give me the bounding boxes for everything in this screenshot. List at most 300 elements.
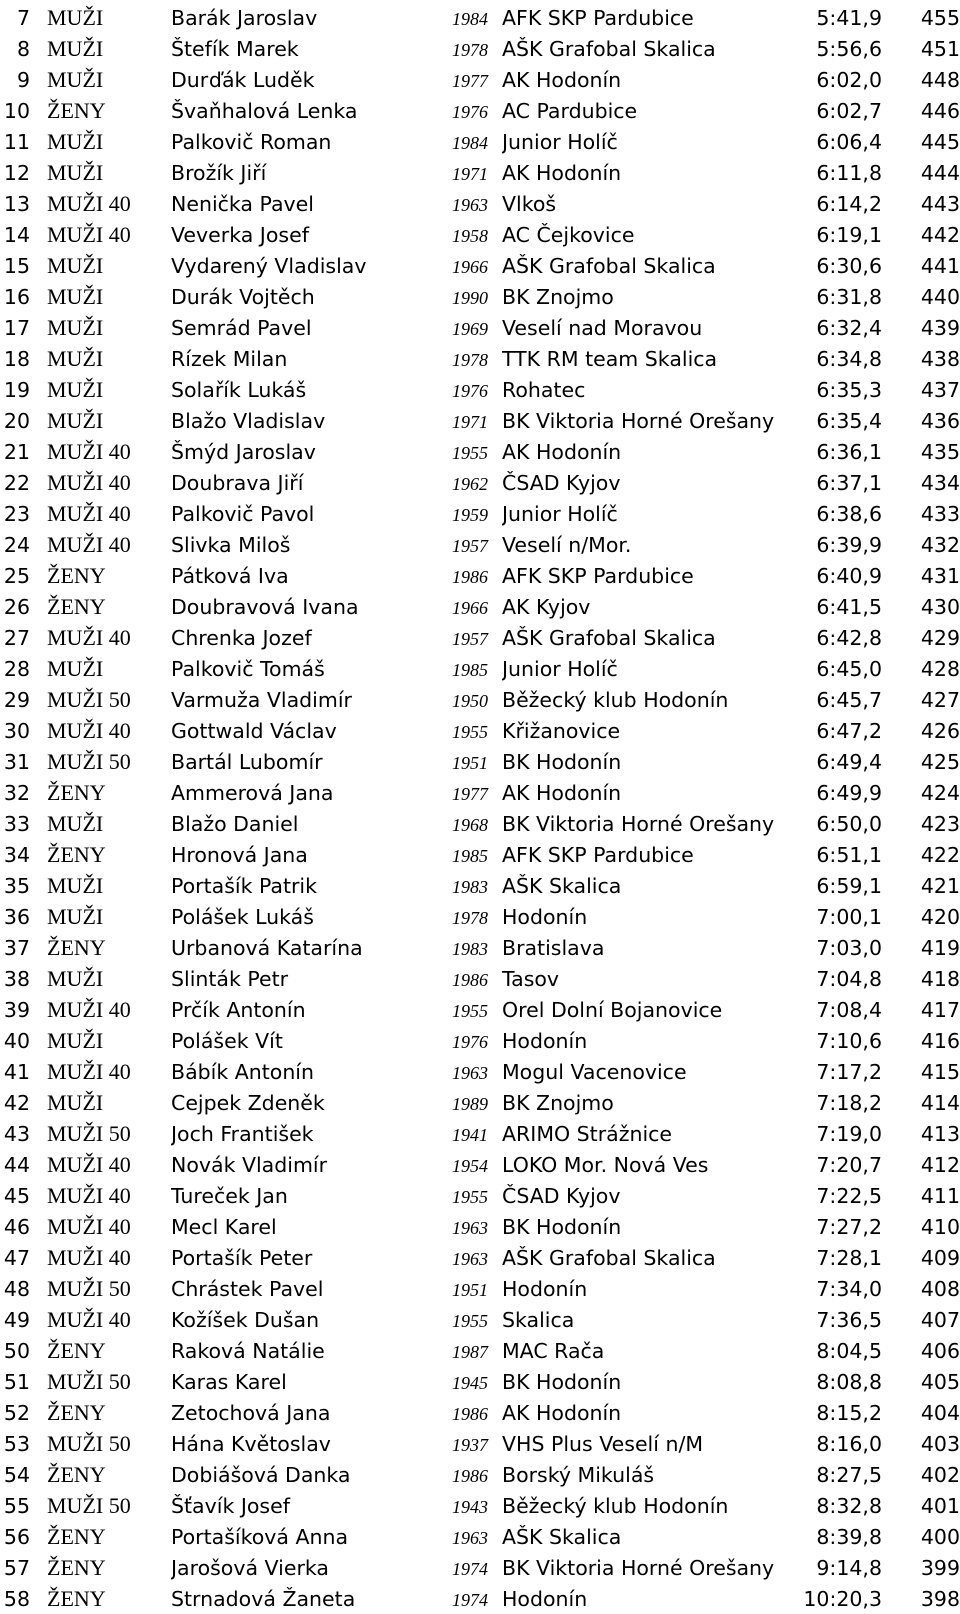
points-cell: 411 (920, 1183, 960, 1208)
category-cell: MUŽI 40 (47, 469, 131, 495)
category-cell: MUŽI (47, 314, 104, 340)
time-cell: 6:50,0 (816, 811, 882, 836)
points-cell: 414 (920, 1090, 960, 1115)
points-cell: 412 (920, 1152, 960, 1177)
club-cell: ČSAD Kyjov (502, 1183, 621, 1208)
birth-year-cell: 1963 (452, 1528, 488, 1548)
rank-cell: 29 (3, 687, 30, 712)
table-row (0, 312, 960, 343)
name-cell: Semrád Pavel (171, 315, 312, 340)
birth-year-cell: 1987 (452, 1342, 488, 1362)
category-cell: MUŽI (47, 872, 104, 898)
time-cell: 6:38,6 (816, 501, 882, 526)
category-cell: MUŽI 50 (47, 1430, 131, 1456)
time-cell: 6:41,5 (816, 594, 882, 619)
time-cell: 6:45,7 (816, 687, 882, 712)
club-cell: Bratislava (502, 935, 605, 960)
table-row (0, 1211, 960, 1242)
time-cell: 6:14,2 (816, 191, 882, 216)
rank-cell: 36 (3, 904, 30, 929)
name-cell: Cejpek Zdeněk (171, 1090, 325, 1115)
birth-year-cell: 1977 (452, 71, 488, 91)
category-cell: MUŽI 40 (47, 221, 131, 247)
name-cell: Novák Vladimír (171, 1152, 328, 1177)
rank-cell: 49 (3, 1307, 30, 1332)
rank-cell: 11 (3, 129, 30, 154)
name-cell: Šmýd Jaroslav (171, 439, 316, 464)
category-cell: MUŽI 50 (47, 1492, 131, 1518)
birth-year-cell: 1955 (452, 1001, 488, 1021)
points-cell: 407 (920, 1307, 960, 1332)
time-cell: 6:51,1 (816, 842, 882, 867)
table-row (0, 1583, 960, 1614)
category-cell: MUŽI (47, 4, 104, 30)
name-cell: Strnadová Žaneta (171, 1586, 356, 1611)
points-cell: 408 (920, 1276, 960, 1301)
birth-year-cell: 1986 (452, 567, 488, 587)
table-row (0, 95, 960, 126)
birth-year-cell: 1984 (452, 9, 488, 29)
birth-year-cell: 1976 (452, 381, 488, 401)
table-row (0, 1552, 960, 1583)
club-cell: AK Hodonín (502, 780, 622, 805)
results-table (0, 2, 960, 1614)
birth-year-cell: 1959 (452, 505, 488, 525)
rank-cell: 41 (3, 1059, 30, 1084)
table-row (0, 498, 960, 529)
table-row (0, 994, 960, 1025)
birth-year-cell: 1950 (452, 691, 488, 711)
name-cell: Palkovič Tomáš (171, 656, 325, 681)
table-row (0, 622, 960, 653)
category-cell: ŽENY (47, 1523, 106, 1549)
category-cell: MUŽI 40 (47, 717, 131, 743)
name-cell: Mecl Karel (171, 1214, 277, 1239)
table-row (0, 374, 960, 405)
points-cell: 409 (920, 1245, 960, 1270)
name-cell: Palkovič Roman (171, 129, 332, 154)
club-cell: Běžecký klub Hodonín (502, 1493, 729, 1518)
table-row (0, 1428, 960, 1459)
table-row (0, 1273, 960, 1304)
time-cell: 6:59,1 (816, 873, 882, 898)
table-row (0, 963, 960, 994)
category-cell: MUŽI 50 (47, 748, 131, 774)
rank-cell: 20 (3, 408, 30, 433)
table-row (0, 1459, 960, 1490)
name-cell: Solařík Lukáš (171, 377, 307, 402)
category-cell: MUŽI (47, 128, 104, 154)
club-cell: Veselí nad Moravou (502, 315, 703, 340)
rank-cell: 23 (3, 501, 30, 526)
name-cell: Polášek Lukáš (171, 904, 314, 929)
table-row (0, 467, 960, 498)
rank-cell: 9 (16, 67, 30, 92)
birth-year-cell: 1986 (452, 1404, 488, 1424)
category-cell: MUŽI 40 (47, 438, 131, 464)
rank-cell: 42 (3, 1090, 30, 1115)
points-cell: 434 (920, 470, 960, 495)
name-cell: Šťavík Josef (171, 1493, 290, 1518)
birth-year-cell: 1983 (452, 939, 488, 959)
rank-cell: 57 (3, 1555, 30, 1580)
birth-year-cell: 1984 (452, 133, 488, 153)
points-cell: 426 (920, 718, 960, 743)
name-cell: Bartál Lubomír (171, 749, 323, 774)
category-cell: MUŽI (47, 159, 104, 185)
club-cell: Křižanovice (502, 718, 621, 743)
points-cell: 404 (920, 1400, 960, 1425)
birth-year-cell: 1963 (452, 1249, 488, 1269)
points-cell: 432 (920, 532, 960, 557)
rank-cell: 30 (3, 718, 30, 743)
time-cell: 10:20,3 (803, 1586, 882, 1611)
time-cell: 7:19,0 (816, 1121, 882, 1146)
club-cell: AŠK Grafobal Skalica (502, 36, 716, 61)
category-cell: MUŽI 40 (47, 190, 131, 216)
table-row (0, 1180, 960, 1211)
rank-cell: 51 (3, 1369, 30, 1394)
category-cell: MUŽI 40 (47, 1306, 131, 1332)
name-cell: Joch František (171, 1121, 314, 1146)
points-cell: 419 (920, 935, 960, 960)
points-cell: 399 (920, 1555, 960, 1580)
rank-cell: 37 (3, 935, 30, 960)
time-cell: 6:11,8 (816, 160, 882, 185)
name-cell: Portašík Patrik (171, 873, 318, 898)
name-cell: Doubravová Ivana (171, 594, 359, 619)
rank-cell: 24 (3, 532, 30, 557)
birth-year-cell: 1955 (452, 443, 488, 463)
points-cell: 430 (920, 594, 960, 619)
rank-cell: 17 (3, 315, 30, 340)
birth-year-cell: 1966 (452, 257, 488, 277)
rank-cell: 26 (3, 594, 30, 619)
category-cell: MUŽI (47, 407, 104, 433)
name-cell: Švaňhalová Lenka (171, 98, 358, 123)
table-row (0, 1366, 960, 1397)
rank-cell: 13 (3, 191, 30, 216)
table-row (0, 436, 960, 467)
rank-cell: 34 (3, 842, 30, 867)
category-cell: MUŽI 40 (47, 500, 131, 526)
name-cell: Durák Vojtěch (171, 284, 315, 309)
table-row (0, 1490, 960, 1521)
club-cell: Běžecký klub Hodonín (502, 687, 729, 712)
birth-year-cell: 1989 (452, 1094, 488, 1114)
table-row (0, 219, 960, 250)
time-cell: 6:02,0 (816, 67, 882, 92)
club-cell: Tasov (502, 966, 560, 991)
name-cell: Slivka Miloš (171, 532, 291, 557)
birth-year-cell: 1957 (452, 536, 488, 556)
category-cell: MUŽI (47, 903, 104, 929)
points-cell: 439 (920, 315, 960, 340)
points-cell: 427 (920, 687, 960, 712)
category-cell: MUŽI (47, 283, 104, 309)
category-cell: MUŽI (47, 655, 104, 681)
rank-cell: 47 (3, 1245, 30, 1270)
category-cell: MUŽI 40 (47, 1182, 131, 1208)
rank-cell: 38 (3, 966, 30, 991)
club-cell: Borský Mikuláš (502, 1462, 655, 1487)
points-cell: 417 (920, 997, 960, 1022)
club-cell: Skalica (502, 1307, 575, 1332)
category-cell: MUŽI (47, 66, 104, 92)
name-cell: Chrástek Pavel (171, 1276, 324, 1301)
birth-year-cell: 1962 (452, 474, 488, 494)
rank-cell: 25 (3, 563, 30, 588)
table-row (0, 901, 960, 932)
club-cell: AK Kyjov (502, 594, 591, 619)
rank-cell: 19 (3, 377, 30, 402)
birth-year-cell: 1955 (452, 1187, 488, 1207)
club-cell: Hodonín (502, 1028, 588, 1053)
table-row (0, 188, 960, 219)
category-cell: MUŽI (47, 965, 104, 991)
name-cell: Brožík Jiří (171, 160, 267, 185)
rank-cell: 16 (3, 284, 30, 309)
time-cell: 7:00,1 (816, 904, 882, 929)
table-row (0, 250, 960, 281)
time-cell: 6:36,1 (816, 439, 882, 464)
club-cell: AŠK Grafobal Skalica (502, 1245, 716, 1270)
category-cell: MUŽI 40 (47, 1151, 131, 1177)
category-cell: ŽENY (47, 779, 106, 805)
time-cell: 5:41,9 (816, 5, 882, 30)
points-cell: 400 (920, 1524, 960, 1549)
points-cell: 443 (920, 191, 960, 216)
club-cell: AK Hodonín (502, 439, 622, 464)
birth-year-cell: 1963 (452, 195, 488, 215)
points-cell: 420 (920, 904, 960, 929)
rank-cell: 56 (3, 1524, 30, 1549)
table-row (0, 64, 960, 95)
category-cell: ŽENY (47, 1337, 106, 1363)
table-row (0, 529, 960, 560)
birth-year-cell: 1990 (452, 288, 488, 308)
name-cell: Tureček Jan (171, 1183, 288, 1208)
category-cell: MUŽI 50 (47, 686, 131, 712)
rank-cell: 55 (3, 1493, 30, 1518)
time-cell: 7:22,5 (816, 1183, 882, 1208)
name-cell: Prčík Antonín (171, 997, 306, 1022)
table-row (0, 932, 960, 963)
club-cell: Junior Holíč (502, 129, 618, 154)
birth-year-cell: 1941 (452, 1125, 488, 1145)
points-cell: 444 (920, 160, 960, 185)
name-cell: Raková Natálie (171, 1338, 325, 1363)
category-cell: MUŽI (47, 1027, 104, 1053)
name-cell: Chrenka Jozef (171, 625, 312, 650)
points-cell: 433 (920, 501, 960, 526)
time-cell: 7:20,7 (816, 1152, 882, 1177)
time-cell: 6:02,7 (816, 98, 882, 123)
category-cell: ŽENY (47, 841, 106, 867)
time-cell: 6:40,9 (816, 563, 882, 588)
name-cell: Veverka Josef (171, 222, 309, 247)
club-cell: Rohatec (502, 377, 586, 402)
name-cell: Hronová Jana (171, 842, 308, 867)
time-cell: 6:47,2 (816, 718, 882, 743)
club-cell: BK Viktoria Horné Orešany (502, 408, 775, 433)
category-cell: ŽENY (47, 1399, 106, 1425)
name-cell: Portašík Peter (171, 1245, 313, 1270)
rank-cell: 12 (3, 160, 30, 185)
rank-cell: 14 (3, 222, 30, 247)
rank-cell: 45 (3, 1183, 30, 1208)
time-cell: 6:35,4 (816, 408, 882, 433)
time-cell: 7:17,2 (816, 1059, 882, 1084)
category-cell: MUŽI (47, 376, 104, 402)
time-cell: 8:08,8 (816, 1369, 882, 1394)
rank-cell: 53 (3, 1431, 30, 1456)
name-cell: Barák Jaroslav (171, 5, 318, 30)
birth-year-cell: 1969 (452, 319, 488, 339)
birth-year-cell: 1978 (452, 40, 488, 60)
points-cell: 442 (920, 222, 960, 247)
birth-year-cell: 1985 (452, 846, 488, 866)
club-cell: Hodonín (502, 904, 588, 929)
club-cell: BK Hodonín (502, 1214, 622, 1239)
rank-cell: 54 (3, 1462, 30, 1487)
birth-year-cell: 1976 (452, 1032, 488, 1052)
table-row (0, 1335, 960, 1366)
birth-year-cell: 1974 (452, 1590, 488, 1610)
table-row (0, 2, 960, 33)
time-cell: 8:16,0 (816, 1431, 882, 1456)
rank-cell: 27 (3, 625, 30, 650)
points-cell: 438 (920, 346, 960, 371)
club-cell: Junior Holíč (502, 501, 618, 526)
name-cell: Rízek Milan (171, 346, 288, 371)
rank-cell: 52 (3, 1400, 30, 1425)
club-cell: BK Znojmo (502, 1090, 614, 1115)
name-cell: Kožíšek Dušan (171, 1307, 320, 1332)
rank-cell: 28 (3, 656, 30, 681)
birth-year-cell: 1976 (452, 102, 488, 122)
time-cell: 7:03,0 (816, 935, 882, 960)
birth-year-cell: 1986 (452, 970, 488, 990)
time-cell: 6:19,1 (816, 222, 882, 247)
table-row (0, 777, 960, 808)
time-cell: 6:45,0 (816, 656, 882, 681)
birth-year-cell: 1955 (452, 1311, 488, 1331)
time-cell: 7:36,5 (816, 1307, 882, 1332)
name-cell: Palkovič Pavol (171, 501, 315, 526)
points-cell: 435 (920, 439, 960, 464)
table-row (0, 746, 960, 777)
name-cell: Pátková Iva (171, 563, 289, 588)
club-cell: Vlkoš (502, 191, 557, 216)
name-cell: Štefík Marek (171, 36, 299, 61)
category-cell: ŽENY (47, 97, 106, 123)
time-cell: 7:28,1 (816, 1245, 882, 1270)
birth-year-cell: 1957 (452, 629, 488, 649)
rank-cell: 31 (3, 749, 30, 774)
category-cell: MUŽI 40 (47, 624, 131, 650)
club-cell: LOKO Mor. Nová Ves (502, 1152, 709, 1177)
rank-cell: 43 (3, 1121, 30, 1146)
table-row (0, 1521, 960, 1552)
points-cell: 446 (920, 98, 960, 123)
category-cell: MUŽI 40 (47, 996, 131, 1022)
birth-year-cell: 1958 (452, 226, 488, 246)
rank-cell: 18 (3, 346, 30, 371)
table-row (0, 870, 960, 901)
rank-cell: 35 (3, 873, 30, 898)
points-cell: 422 (920, 842, 960, 867)
table-row (0, 808, 960, 839)
club-cell: AK Hodonín (502, 1400, 622, 1425)
table-row (0, 1242, 960, 1273)
rank-cell: 40 (3, 1028, 30, 1053)
table-row (0, 1025, 960, 1056)
table-row (0, 281, 960, 312)
name-cell: Ammerová Jana (171, 780, 334, 805)
points-cell: 418 (920, 966, 960, 991)
points-cell: 401 (920, 1493, 960, 1518)
points-cell: 440 (920, 284, 960, 309)
category-cell: MUŽI 40 (47, 1213, 131, 1239)
rank-cell: 39 (3, 997, 30, 1022)
rank-cell: 50 (3, 1338, 30, 1363)
points-cell: 421 (920, 873, 960, 898)
time-cell: 6:31,8 (816, 284, 882, 309)
points-cell: 431 (920, 563, 960, 588)
name-cell: Vydarený Vladislav (171, 253, 367, 278)
club-cell: Hodonín (502, 1586, 588, 1611)
points-cell: 455 (920, 5, 960, 30)
birth-year-cell: 1986 (452, 1466, 488, 1486)
birth-year-cell: 1978 (452, 908, 488, 928)
birth-year-cell: 1978 (452, 350, 488, 370)
points-cell: 416 (920, 1028, 960, 1053)
club-cell: Veselí n/Mor. (502, 532, 632, 557)
club-cell: AŠK Grafobal Skalica (502, 625, 716, 650)
name-cell: Slinták Petr (171, 966, 289, 991)
name-cell: Urbanová Katarína (171, 935, 363, 960)
rank-cell: 15 (3, 253, 30, 278)
time-cell: 6:49,9 (816, 780, 882, 805)
category-cell: MUŽI (47, 1089, 104, 1115)
birth-year-cell: 1951 (452, 1280, 488, 1300)
birth-year-cell: 1983 (452, 877, 488, 897)
category-cell: ŽENY (47, 593, 106, 619)
points-cell: 423 (920, 811, 960, 836)
name-cell: Nenička Pavel (171, 191, 314, 216)
table-row (0, 1056, 960, 1087)
time-cell: 6:39,9 (816, 532, 882, 557)
table-row (0, 157, 960, 188)
table-row (0, 560, 960, 591)
time-cell: 7:04,8 (816, 966, 882, 991)
rank-cell: 58 (3, 1586, 30, 1611)
club-cell: ČSAD Kyjov (502, 470, 621, 495)
name-cell: Doubrava Jiří (171, 470, 304, 495)
table-row (0, 591, 960, 622)
points-cell: 410 (920, 1214, 960, 1239)
points-cell: 415 (920, 1059, 960, 1084)
category-cell: MUŽI 40 (47, 1058, 131, 1084)
time-cell: 6:49,4 (816, 749, 882, 774)
table-row (0, 1118, 960, 1149)
birth-year-cell: 1974 (452, 1559, 488, 1579)
table-row (0, 405, 960, 436)
birth-year-cell: 1971 (452, 164, 488, 184)
birth-year-cell: 1985 (452, 660, 488, 680)
table-row (0, 653, 960, 684)
